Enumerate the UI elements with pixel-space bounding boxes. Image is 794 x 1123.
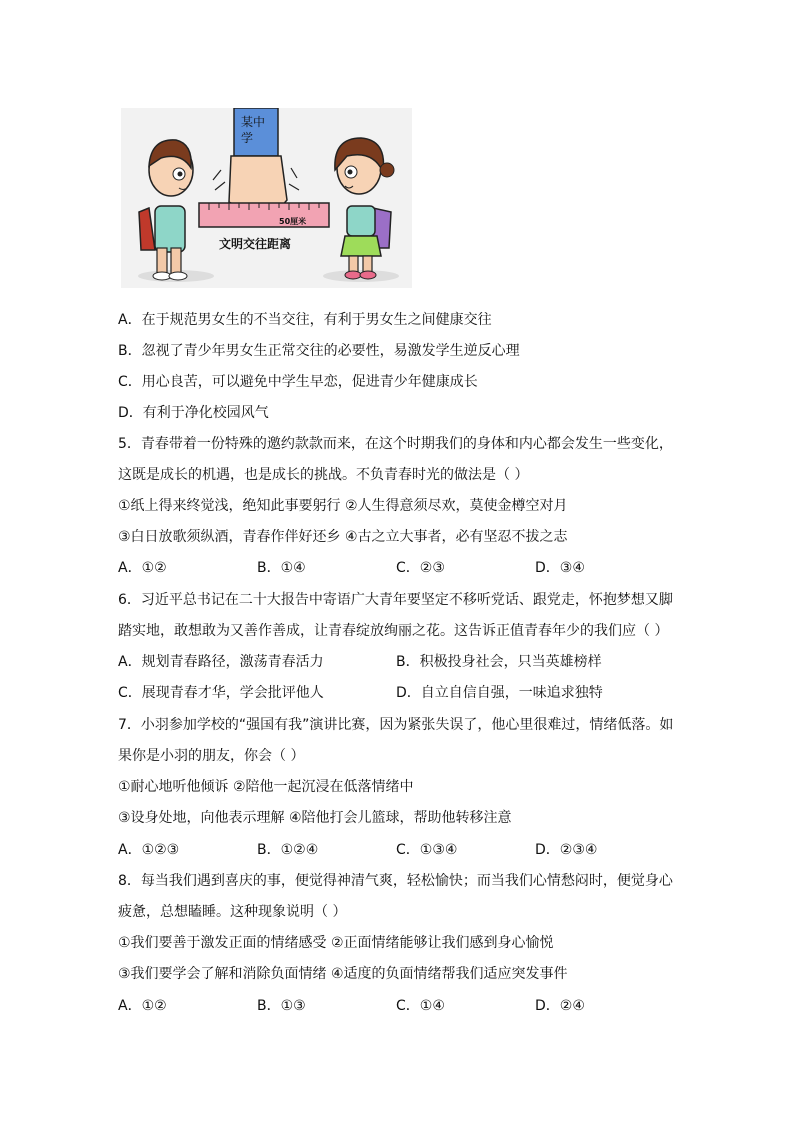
q4-option-d: D．有利于净化校园风气 <box>118 405 269 421</box>
q8-choice-d: D．②④ <box>535 998 585 1014</box>
illustration-caption: 文明交往距离 <box>219 237 292 251</box>
sleeve-text-2: 学 <box>241 131 254 145</box>
q8-choice-c: C．①④ <box>396 998 445 1014</box>
q6-stem-line1: 6．习近平总书记在二十大报告中寄语广大青年要坚定不移听党话、跟党走，怀抱梦想又脚 <box>118 592 673 608</box>
q7-stem-line1: 7．小羽参加学校的“强国有我”演讲比赛，因为紧张失误了，他心里很难过，情绪低落。如 <box>118 717 674 733</box>
q7-choice-a: A．①②③ <box>118 842 180 858</box>
q4-option-b: B．忽视了青少年男女生正常交往的必要性，易激发学生逆反心理 <box>118 343 520 359</box>
q6-choice-c: C．展现青春才华，学会批评他人 <box>118 685 324 701</box>
q6-stem-line2: 踏实地，敢想敢为又善作善成，让青春绽放绚丽之花。这告诉正值青春年少的我们应（ ） <box>118 623 669 639</box>
ruler-mark: 50厘米 <box>279 217 307 226</box>
q5-stem-line1: 5．青春带着一份特殊的邀约款款而来，在这个时期我们的身体和内心都会发生一些变化， <box>118 436 673 452</box>
q4-option-a: A．在于规范男女生的不当交往，有利于男女生之间健康交往 <box>118 312 492 328</box>
q7-choice-c: C．①③④ <box>396 842 458 858</box>
q5-choice-c: C．②③ <box>396 560 445 576</box>
q4-option-c: C．用心良苦，可以避免中学生早恋，促进青少年健康成长 <box>118 374 478 390</box>
q8-items-line2: ③我们要学会了解和消除负面情绪 ④适度的负面情绪帮我们适应突发事件 <box>118 966 568 982</box>
q5-items-line1: ①纸上得来终觉浅，绝知此事要躬行 ②人生得意须尽欢，莫使金樽空对月 <box>118 498 568 514</box>
cartoon-illustration <box>121 108 412 288</box>
q5-items-line2: ③白日放歌须纵酒，青春作伴好还乡 ④古之立大事者，必有坚忍不拔之志 <box>118 529 568 545</box>
q8-stem-line2: 疲惫，总想瞌睡。这种现象说明（ ） <box>118 904 347 920</box>
q5-stem-line2: 这既是成长的机遇，也是成长的挑战。不负青春时光的做法是（ ） <box>118 467 529 483</box>
q5-choice-b: B．①④ <box>257 560 306 576</box>
sleeve-text-1: 某中 <box>241 115 266 129</box>
q6-choice-d: D．自立自信自强，一味追求独特 <box>396 685 603 701</box>
q6-choice-b: B．积极投身社会，只当英雄榜样 <box>396 654 602 670</box>
q7-stem-line2: 果你是小羽的朋友，你会（ ） <box>118 748 305 764</box>
q8-choice-a: A．①② <box>118 998 167 1014</box>
q6-choice-a: A．规划青春路径，激荡青春活力 <box>118 654 324 670</box>
q7-choice-d: D．②③④ <box>535 842 598 858</box>
q7-items-line1: ①耐心地听他倾诉 ②陪他一起沉浸在低落情绪中 <box>118 779 414 795</box>
q7-items-line2: ③设身处地，向他表示理解 ④陪他打会儿篮球，帮助他转移注意 <box>118 810 512 826</box>
q8-items-line1: ①我们要善于激发正面的情绪感受 ②正面情绪能够让我们感到身心愉悦 <box>118 935 554 951</box>
q7-choice-b: B．①②④ <box>257 842 319 858</box>
q8-choice-b: B．①③ <box>257 998 306 1014</box>
q8-stem-line1: 8．每当我们遇到喜庆的事，便觉得神清气爽，轻松愉快；而当我们心情愁闷时，便觉身心 <box>118 873 673 889</box>
q5-choice-a: A．①② <box>118 560 167 576</box>
q5-choice-d: D．③④ <box>535 560 585 576</box>
